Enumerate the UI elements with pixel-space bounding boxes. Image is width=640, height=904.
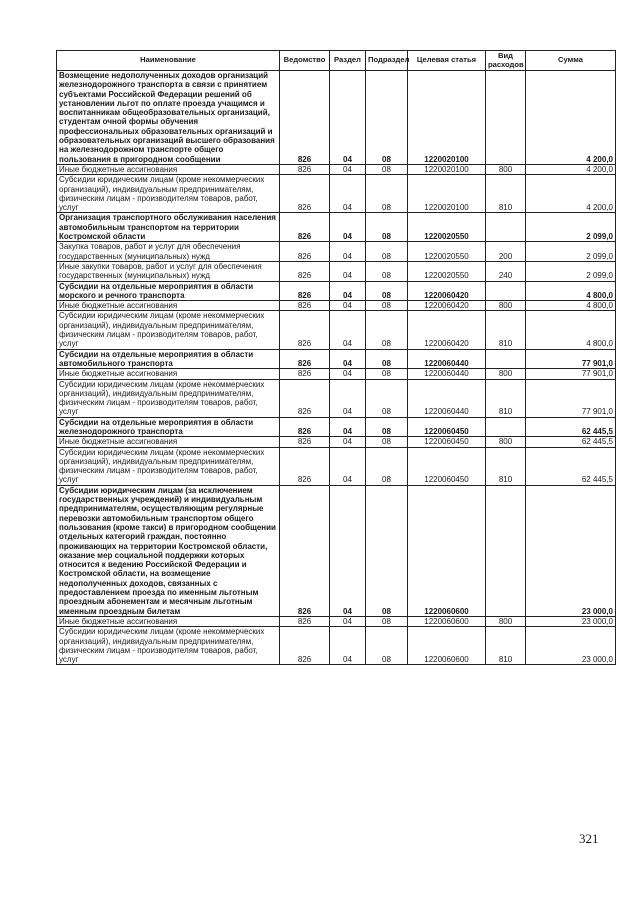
row-section: 04 bbox=[330, 485, 366, 616]
table-row bbox=[57, 627, 616, 665]
row-dept: 826 bbox=[280, 242, 330, 262]
row-target: 1220060420 bbox=[408, 281, 486, 301]
row-subsection: 08 bbox=[366, 213, 408, 242]
row-section: 04 bbox=[330, 175, 366, 213]
row-name: Закупка товаров, работ и услуг для обеспечения государственных (муниципальных) нужд bbox=[57, 242, 280, 262]
row-subsection: 08 bbox=[366, 71, 408, 165]
row-dept: 826 bbox=[280, 379, 330, 417]
row-exp-type: 800 bbox=[486, 301, 526, 311]
row-subsection: 08 bbox=[366, 311, 408, 349]
table-row bbox=[57, 281, 616, 301]
table-row bbox=[57, 175, 616, 213]
row-dept: 826 bbox=[280, 311, 330, 349]
row-section: 04 bbox=[330, 349, 366, 369]
header-name: Наименование bbox=[57, 51, 280, 71]
table-header-row bbox=[57, 51, 616, 71]
row-section: 04 bbox=[330, 616, 366, 626]
table-row bbox=[57, 417, 616, 437]
row-sum: 23 000,0 bbox=[526, 627, 616, 665]
row-sum: 4 800,0 bbox=[526, 301, 616, 311]
table-row bbox=[57, 437, 616, 447]
table-row bbox=[57, 164, 616, 174]
row-sum: 4 800,0 bbox=[526, 281, 616, 301]
row-sum: 2 099,0 bbox=[526, 242, 616, 262]
row-section: 04 bbox=[330, 71, 366, 165]
row-dept: 826 bbox=[280, 261, 330, 281]
row-sum: 2 099,0 bbox=[526, 213, 616, 242]
row-name: Субсидии юридическим лицам (за исключением государственных учреждений) и индивидуальным предпринимателям, осуществляющим регулярные перевозки автомобильным транспортом общего пользования (кроме такси) в пригородном сообщении отдельных категорий граждан, постоянно проживающих на территории Костромской области, оказание мер социальной поддержки которых относится к ведению Российской Федерации и Костромской области, на возмещение недополученных доходов, связанных с предоставлением проезда по именным льготным проездным абонементам и месячным льготным именным проездным билетам bbox=[57, 485, 280, 616]
table-row bbox=[57, 242, 616, 262]
row-subsection: 08 bbox=[366, 437, 408, 447]
table-row bbox=[57, 616, 616, 626]
row-dept: 826 bbox=[280, 349, 330, 369]
header-subsection: Подраздел bbox=[366, 51, 408, 71]
row-name: Субсидии юридическим лицам (кроме некоммерческих организаций), индивидуальным предпринимателям, физическим лицам - производителям товаров, работ, услуг bbox=[57, 379, 280, 417]
row-exp-type: 200 bbox=[486, 242, 526, 262]
row-section: 04 bbox=[330, 369, 366, 379]
row-target: 1220060600 bbox=[408, 627, 486, 665]
row-exp-type: 810 bbox=[486, 447, 526, 485]
table-row bbox=[57, 213, 616, 242]
row-subsection: 08 bbox=[366, 616, 408, 626]
row-exp-type bbox=[486, 485, 526, 616]
row-name: Субсидии на отдельные мероприятия в области автомобильного транспорта bbox=[57, 349, 280, 369]
row-exp-type: 810 bbox=[486, 627, 526, 665]
header-exp-type: Вид расходов bbox=[486, 51, 526, 71]
row-exp-type: 800 bbox=[486, 437, 526, 447]
row-exp-type bbox=[486, 71, 526, 165]
row-section: 04 bbox=[330, 417, 366, 437]
row-name: Иные бюджетные ассигнования bbox=[57, 616, 280, 626]
row-dept: 826 bbox=[280, 213, 330, 242]
row-name: Иные бюджетные ассигнования bbox=[57, 164, 280, 174]
row-name: Возмещение недополученных доходов организаций железнодорожного транспорта в связи с принятием субъектами Российской Федерации решений об установлении льгот по оплате проезда учащимся и воспитанникам общеобразовательных организаций, студентам очной формы обучения профессиональных образовательных организаций и образовательных организаций высшего образования на железнодорожном транспорте общего пользования в пригородном сообщении bbox=[57, 71, 280, 165]
header-sum: Сумма bbox=[526, 51, 616, 71]
row-exp-type: 810 bbox=[486, 175, 526, 213]
page-number: 321 bbox=[579, 831, 599, 846]
row-dept: 826 bbox=[280, 616, 330, 626]
row-target: 1220020550 bbox=[408, 213, 486, 242]
row-name: Иные бюджетные ассигнования bbox=[57, 369, 280, 379]
row-sum: 4 200,0 bbox=[526, 71, 616, 165]
row-target: 1220020100 bbox=[408, 71, 486, 165]
row-section: 04 bbox=[330, 447, 366, 485]
row-section: 04 bbox=[330, 261, 366, 281]
header-section: Раздел bbox=[330, 51, 366, 71]
row-subsection: 08 bbox=[366, 485, 408, 616]
row-section: 04 bbox=[330, 437, 366, 447]
row-dept: 826 bbox=[280, 281, 330, 301]
row-subsection: 08 bbox=[366, 627, 408, 665]
row-sum: 4 200,0 bbox=[526, 164, 616, 174]
row-section: 04 bbox=[330, 301, 366, 311]
row-sum: 2 099,0 bbox=[526, 261, 616, 281]
row-exp-type: 240 bbox=[486, 261, 526, 281]
row-dept: 826 bbox=[280, 417, 330, 437]
table-row bbox=[57, 485, 616, 616]
row-sum: 77 901,0 bbox=[526, 349, 616, 369]
row-exp-type: 800 bbox=[486, 616, 526, 626]
table-row bbox=[57, 311, 616, 349]
row-target: 1220060450 bbox=[408, 447, 486, 485]
row-exp-type bbox=[486, 349, 526, 369]
row-name: Субсидии юридическим лицам (кроме некоммерческих организаций), индивидуальным предпринимателям, физическим лицам - производителям товаров, работ, услуг bbox=[57, 627, 280, 665]
row-dept: 826 bbox=[280, 369, 330, 379]
row-name: Субсидии юридическим лицам (кроме некоммерческих организаций), индивидуальным предпринимателям, физическим лицам - производителям товаров, работ, услуг bbox=[57, 311, 280, 349]
row-exp-type: 800 bbox=[486, 369, 526, 379]
row-target: 1220060420 bbox=[408, 311, 486, 349]
table-row bbox=[57, 447, 616, 485]
table-row bbox=[57, 261, 616, 281]
row-target: 1220060450 bbox=[408, 437, 486, 447]
table-row bbox=[57, 71, 616, 165]
row-exp-type bbox=[486, 417, 526, 437]
table-row bbox=[57, 349, 616, 369]
row-target: 1220020550 bbox=[408, 261, 486, 281]
row-target: 1220060600 bbox=[408, 616, 486, 626]
header-target: Целевая статья bbox=[408, 51, 486, 71]
row-subsection: 08 bbox=[366, 242, 408, 262]
row-sum: 23 000,0 bbox=[526, 485, 616, 616]
row-dept: 826 bbox=[280, 447, 330, 485]
row-subsection: 08 bbox=[366, 261, 408, 281]
row-subsection: 08 bbox=[366, 349, 408, 369]
row-subsection: 08 bbox=[366, 417, 408, 437]
row-section: 04 bbox=[330, 311, 366, 349]
row-subsection: 08 bbox=[366, 281, 408, 301]
row-exp-type: 810 bbox=[486, 311, 526, 349]
row-dept: 826 bbox=[280, 175, 330, 213]
row-sum: 77 901,0 bbox=[526, 369, 616, 379]
row-exp-type: 810 bbox=[486, 379, 526, 417]
row-target: 1220020550 bbox=[408, 242, 486, 262]
row-name: Иные бюджетные ассигнования bbox=[57, 301, 280, 311]
row-sum: 23 000,0 bbox=[526, 616, 616, 626]
row-subsection: 08 bbox=[366, 175, 408, 213]
row-target: 1220020100 bbox=[408, 175, 486, 213]
table-row bbox=[57, 369, 616, 379]
row-section: 04 bbox=[330, 213, 366, 242]
row-sum: 62 445,5 bbox=[526, 417, 616, 437]
row-sum: 4 200,0 bbox=[526, 175, 616, 213]
row-subsection: 08 bbox=[366, 379, 408, 417]
row-section: 04 bbox=[330, 281, 366, 301]
header-dept: Ведомство bbox=[280, 51, 330, 71]
row-sum: 62 445,5 bbox=[526, 437, 616, 447]
row-target: 1220060440 bbox=[408, 379, 486, 417]
row-target: 1220060450 bbox=[408, 417, 486, 437]
row-dept: 826 bbox=[280, 485, 330, 616]
row-subsection: 08 bbox=[366, 301, 408, 311]
table-row bbox=[57, 379, 616, 417]
row-sum: 62 445,5 bbox=[526, 447, 616, 485]
row-name: Организация транспортного обслуживания населения автомобильным транспортом на территории Костромской области bbox=[57, 213, 280, 242]
row-dept: 826 bbox=[280, 301, 330, 311]
row-name: Субсидии юридическим лицам (кроме некоммерческих организаций), индивидуальным предпринимателям, физическим лицам - производителям товаров, работ, услуг bbox=[57, 175, 280, 213]
row-name: Субсидии юридическим лицам (кроме некоммерческих организаций), индивидуальным предпринимателям, физическим лицам - производителям товаров, работ, услуг bbox=[57, 447, 280, 485]
row-target: 1220060600 bbox=[408, 485, 486, 616]
row-target: 1220060440 bbox=[408, 369, 486, 379]
row-section: 04 bbox=[330, 242, 366, 262]
row-sum: 77 901,0 bbox=[526, 379, 616, 417]
row-exp-type bbox=[486, 213, 526, 242]
budget-table bbox=[56, 50, 616, 665]
row-dept: 826 bbox=[280, 627, 330, 665]
row-name: Субсидии на отдельные мероприятия в области морского и речного транспорта bbox=[57, 281, 280, 301]
row-dept: 826 bbox=[280, 71, 330, 165]
row-sum: 4 800,0 bbox=[526, 311, 616, 349]
row-subsection: 08 bbox=[366, 447, 408, 485]
row-subsection: 08 bbox=[366, 164, 408, 174]
row-name: Иные закупки товаров, работ и услуг для обеспечения государственных (муниципальных) нужд bbox=[57, 261, 280, 281]
row-subsection: 08 bbox=[366, 369, 408, 379]
row-name: Иные бюджетные ассигнования bbox=[57, 437, 280, 447]
row-section: 04 bbox=[330, 379, 366, 417]
row-exp-type: 800 bbox=[486, 164, 526, 174]
row-target: 1220020100 bbox=[408, 164, 486, 174]
row-section: 04 bbox=[330, 627, 366, 665]
row-dept: 826 bbox=[280, 437, 330, 447]
row-dept: 826 bbox=[280, 164, 330, 174]
row-target: 1220060440 bbox=[408, 349, 486, 369]
row-name: Субсидии на отдельные мероприятия в области железнодорожного транспорта bbox=[57, 417, 280, 437]
row-exp-type bbox=[486, 281, 526, 301]
table-row bbox=[57, 301, 616, 311]
row-section: 04 bbox=[330, 164, 366, 174]
row-target: 1220060420 bbox=[408, 301, 486, 311]
